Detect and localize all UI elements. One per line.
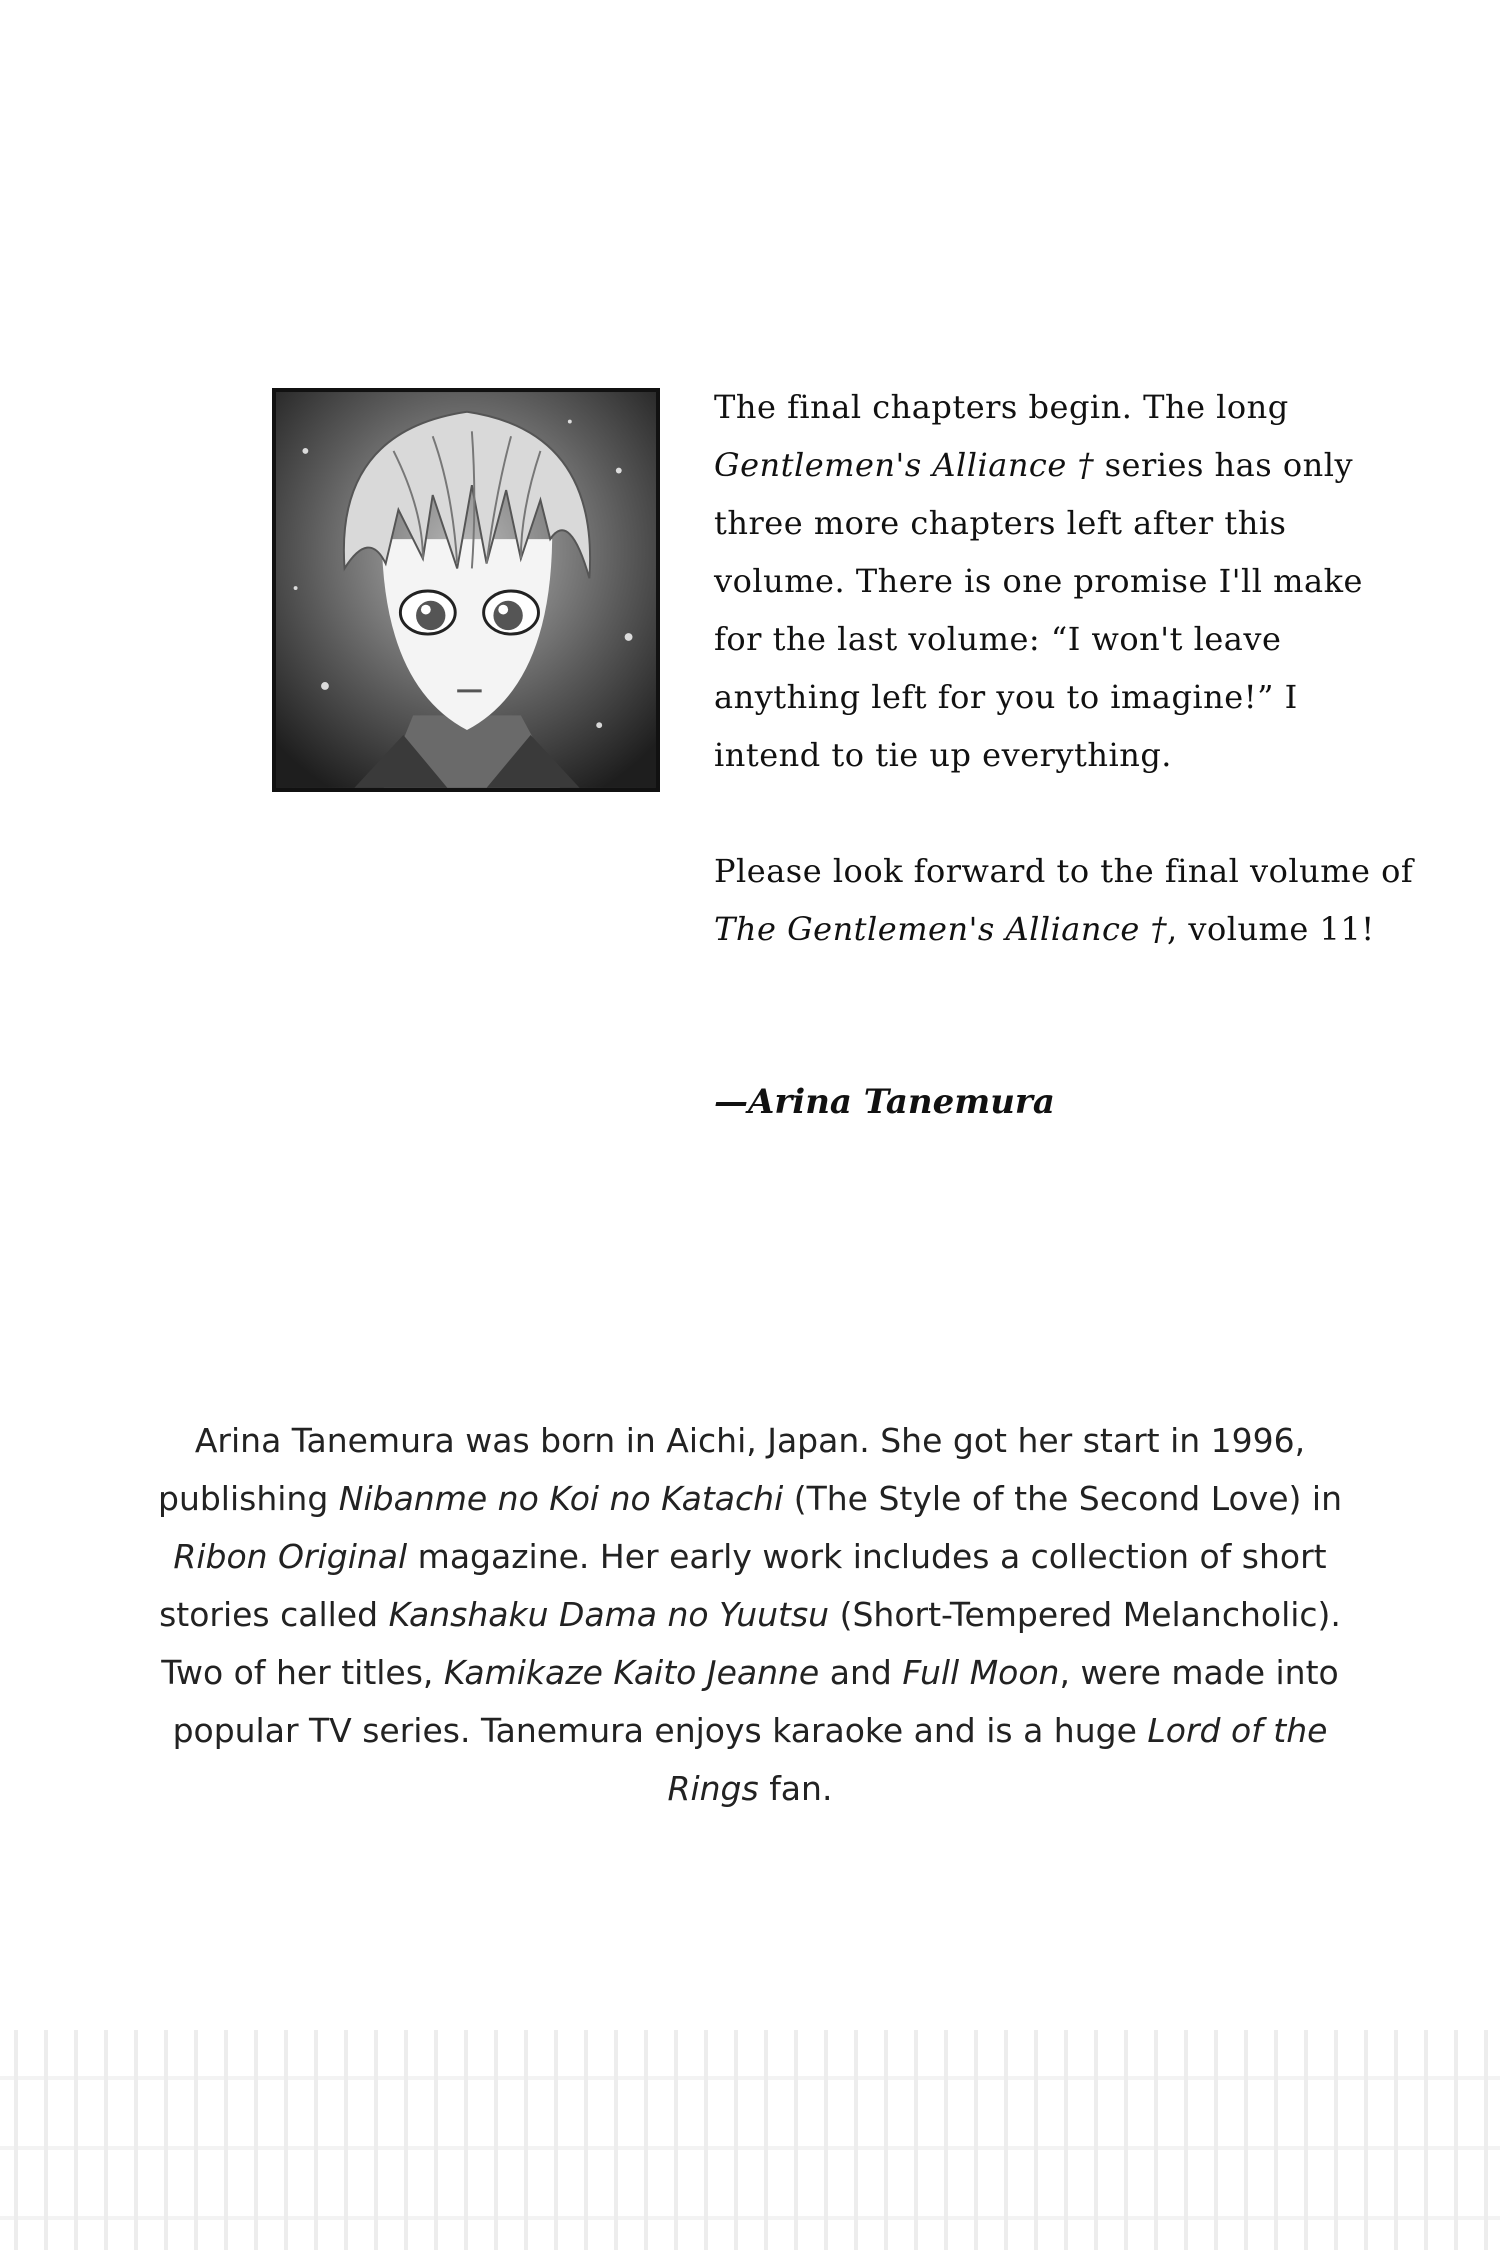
bio-text: magazine. Her early work includes a collection of short stories called xyxy=(159,1537,1327,1634)
message-text: series has only three more chapters left after this volume. There is one promise I'll make for the last volume: “I won't leave anything left for you to imagine!” I intend to tie up everything. xyxy=(714,446,1363,774)
message-paragraph-1 xyxy=(714,378,1414,784)
author-portrait xyxy=(272,388,660,792)
author-bio xyxy=(150,1412,1350,1818)
series-title: The Gentlemen's Alliance † xyxy=(714,910,1168,948)
author-signature: —Arina Tanemura xyxy=(714,1082,1055,1122)
bio-text: fan. xyxy=(758,1769,833,1808)
bio-paragraph xyxy=(150,1412,1350,1818)
work-title: Ribon Original xyxy=(173,1537,408,1576)
work-title: Kamikaze Kaito Jeanne xyxy=(443,1653,820,1692)
bio-text: and xyxy=(819,1653,903,1692)
work-title: Lord of the Rings xyxy=(667,1711,1328,1808)
bio-text: Arina Tanemura was born in Aichi, Japan. She got her start in 1996, publishing xyxy=(158,1421,1306,1518)
portrait-illustration xyxy=(276,392,656,788)
author-message xyxy=(714,378,1414,958)
message-text: The final chapters begin. The long xyxy=(714,388,1289,426)
message-paragraph-2 xyxy=(714,842,1414,958)
bio-text: (The Style of the Second Love) in xyxy=(783,1479,1342,1518)
message-text: , volume 11! xyxy=(1167,910,1375,948)
work-title: Kanshaku Dama no Yuutsu xyxy=(388,1595,830,1634)
bio-text: , were made into popular TV series. Tanemura enjoys karaoke and is a huge xyxy=(172,1653,1339,1750)
work-title: Nibanme no Koi no Katachi xyxy=(338,1479,784,1518)
decorative-border-pattern xyxy=(0,2030,1500,2250)
work-title: Full Moon xyxy=(902,1653,1060,1692)
series-title: Gentlemen's Alliance † xyxy=(714,446,1094,484)
message-text: Please look forward to the final volume of xyxy=(714,852,1414,890)
bio-text: (Short-Tempered Melancholic). Two of her titles, xyxy=(161,1595,1341,1692)
